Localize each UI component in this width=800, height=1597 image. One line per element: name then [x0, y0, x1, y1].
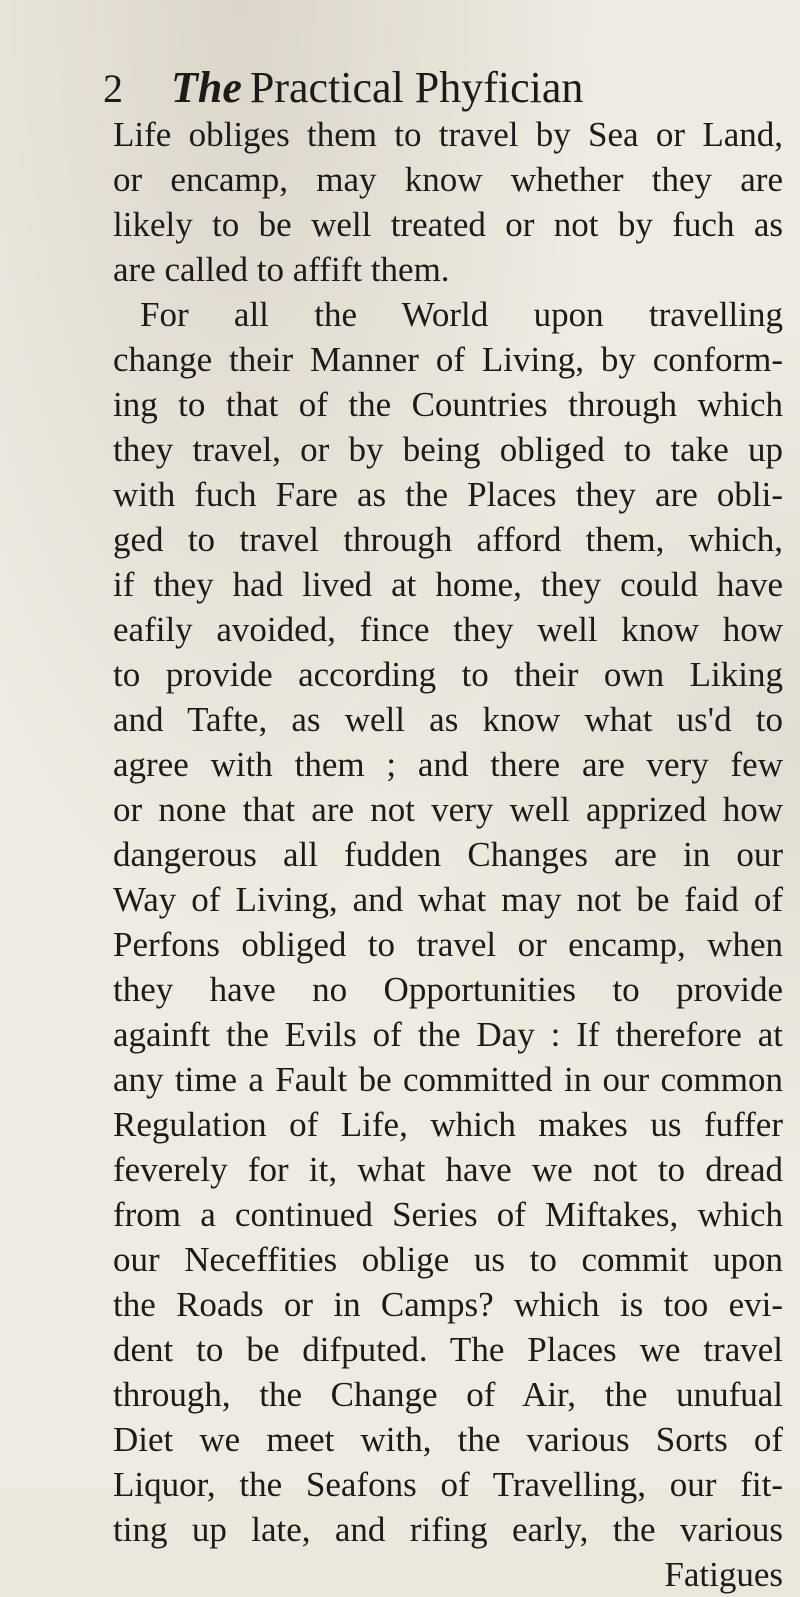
- running-title-the: The: [171, 63, 242, 112]
- text-line: ing to that of the Countries through which: [113, 385, 783, 424]
- body-text: [113, 112, 783, 1597]
- text-line: agree with them ; and there are very few: [113, 745, 783, 784]
- text-line: or none that are not very well apprized how: [113, 790, 783, 829]
- text-line: they have no Opportunities to provide: [113, 970, 783, 1009]
- text-line: For all the World upon travelling: [140, 295, 783, 334]
- text-line: if they had lived at home, they could have: [113, 565, 783, 604]
- text-line: change their Manner of Living, by conform-: [113, 340, 783, 379]
- catchword: Fatigues: [664, 1555, 783, 1594]
- text-line: likely to be well treated or not by fuch as: [113, 205, 783, 244]
- text-line: ting up late, and rifing early, the various: [113, 1510, 783, 1549]
- text-line: againft the Evils of the Day : If therefore at: [113, 1015, 783, 1054]
- text-line: are called to affift them.: [113, 250, 450, 289]
- text-line: and Tafte, as well as know what us'd to: [113, 700, 783, 739]
- text-line: with fuch Fare as the Places they are obli-: [113, 475, 783, 514]
- text-line: feverely for it, what have we not to dread: [113, 1150, 783, 1189]
- text-line: the Roads or in Camps? which is too evi-: [113, 1285, 783, 1324]
- text-line: they travel, or by being obliged to take up: [113, 430, 783, 469]
- text-line: ged to travel through afford them, which,: [113, 520, 783, 559]
- page-number: 2: [103, 66, 123, 111]
- running-title: Practical Phyfician: [249, 63, 584, 112]
- text-line: dent to be difputed. The Places we travel: [113, 1330, 783, 1369]
- text-line: Regulation of Life, which makes us fuffer: [113, 1105, 783, 1144]
- text-line: Diet we meet with, the various Sorts of: [113, 1420, 783, 1459]
- text-line: from a continued Series of Miftakes, which: [113, 1195, 783, 1234]
- text-line: or encamp, may know whether they are: [113, 160, 783, 199]
- text-line: Way of Living, and what may not be faid of: [113, 880, 783, 919]
- text-line: any time a Fault be committed in our common: [113, 1060, 783, 1099]
- text-line: Life obliges them to travel by Sea or Land,: [113, 115, 783, 154]
- text-line: eafily avoided, fince they well know how: [113, 610, 783, 649]
- text-line: to provide according to their own Liking: [113, 655, 783, 694]
- running-header: [103, 58, 583, 118]
- text-line: our Neceffities oblige us to commit upon: [113, 1240, 783, 1279]
- text-line: dangerous all fudden Changes are in our: [113, 835, 783, 874]
- text-line: through, the Change of Air, the unufual: [113, 1375, 783, 1414]
- text-line: Perfons obliged to travel or encamp, when: [113, 925, 783, 964]
- text-line: Liquor, the Seafons of Travelling, our fit-: [113, 1465, 783, 1504]
